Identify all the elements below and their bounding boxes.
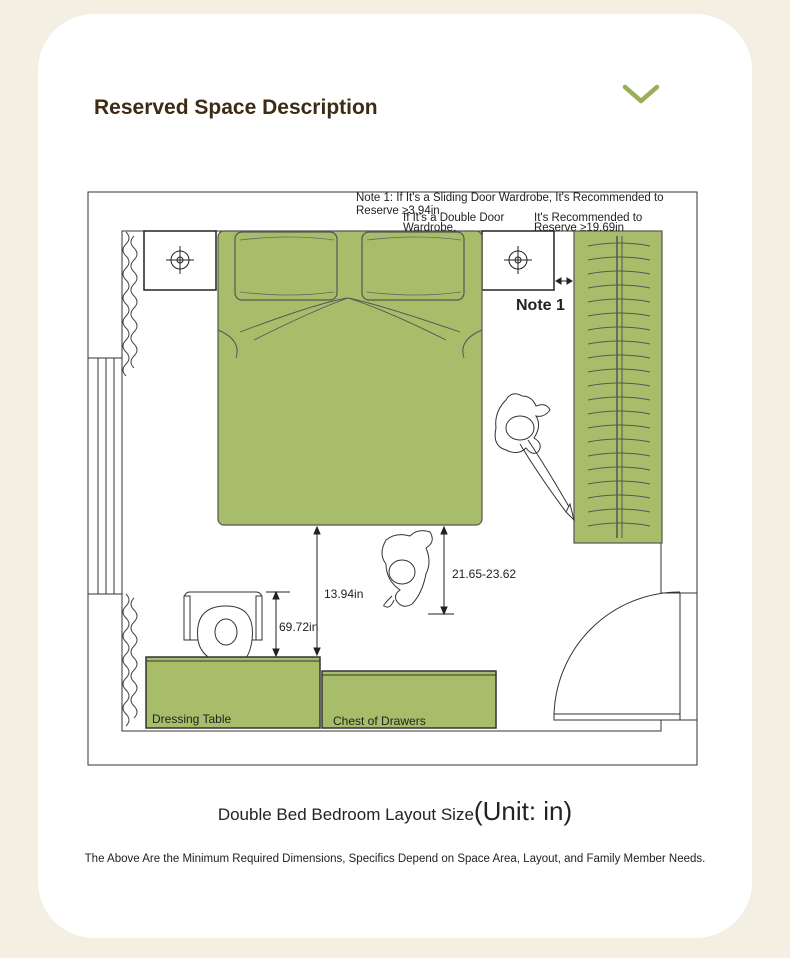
door xyxy=(554,592,680,720)
recommend-line1: It's Recommended to xyxy=(534,212,643,224)
note1-text-line1: Note 1: If It's a Sliding Door Wardrobe, It's Recommended to xyxy=(356,192,664,204)
footnote: The Above Are the Minimum Required Dimensions, Specifics Depend on Space Area, Layout, and Family Member Needs. xyxy=(84,853,706,865)
recommend-line2: Reserve ≥19.69in xyxy=(534,222,625,234)
caption-title: Double Bed Bedroom Layout Size xyxy=(217,805,474,824)
note1-text-line2: Reserve ≥3.94in xyxy=(356,205,440,217)
curtain-top xyxy=(123,232,137,376)
window xyxy=(88,358,122,594)
dim-bed-to-dresser: 13.94in xyxy=(324,587,364,601)
note1-dimension xyxy=(556,278,572,284)
note1-label: Note 1 xyxy=(516,297,565,314)
wardrobe xyxy=(574,231,662,543)
dressing-table-label: Dressing Table xyxy=(152,712,232,726)
curtain-bottom xyxy=(123,594,137,726)
nightstand-right xyxy=(482,231,554,290)
double-door-line1: If It's a Double Door xyxy=(403,212,505,224)
dim-walkway: 21.65-23.62 xyxy=(452,567,517,581)
nightstand-left xyxy=(144,231,216,290)
double-bed xyxy=(218,231,482,525)
chest-label: Chest of Drawers xyxy=(333,714,426,728)
dim-chair-clearance: 69.72in xyxy=(279,620,319,634)
double-door-line2: Wardrobe, xyxy=(403,222,457,234)
person-at-wardrobe xyxy=(495,394,574,520)
caption xyxy=(0,796,790,827)
section-title: Reserved Space Description xyxy=(94,96,378,119)
person-in-walkway xyxy=(382,531,432,607)
caption-unit: (Unit: in) xyxy=(473,796,573,826)
